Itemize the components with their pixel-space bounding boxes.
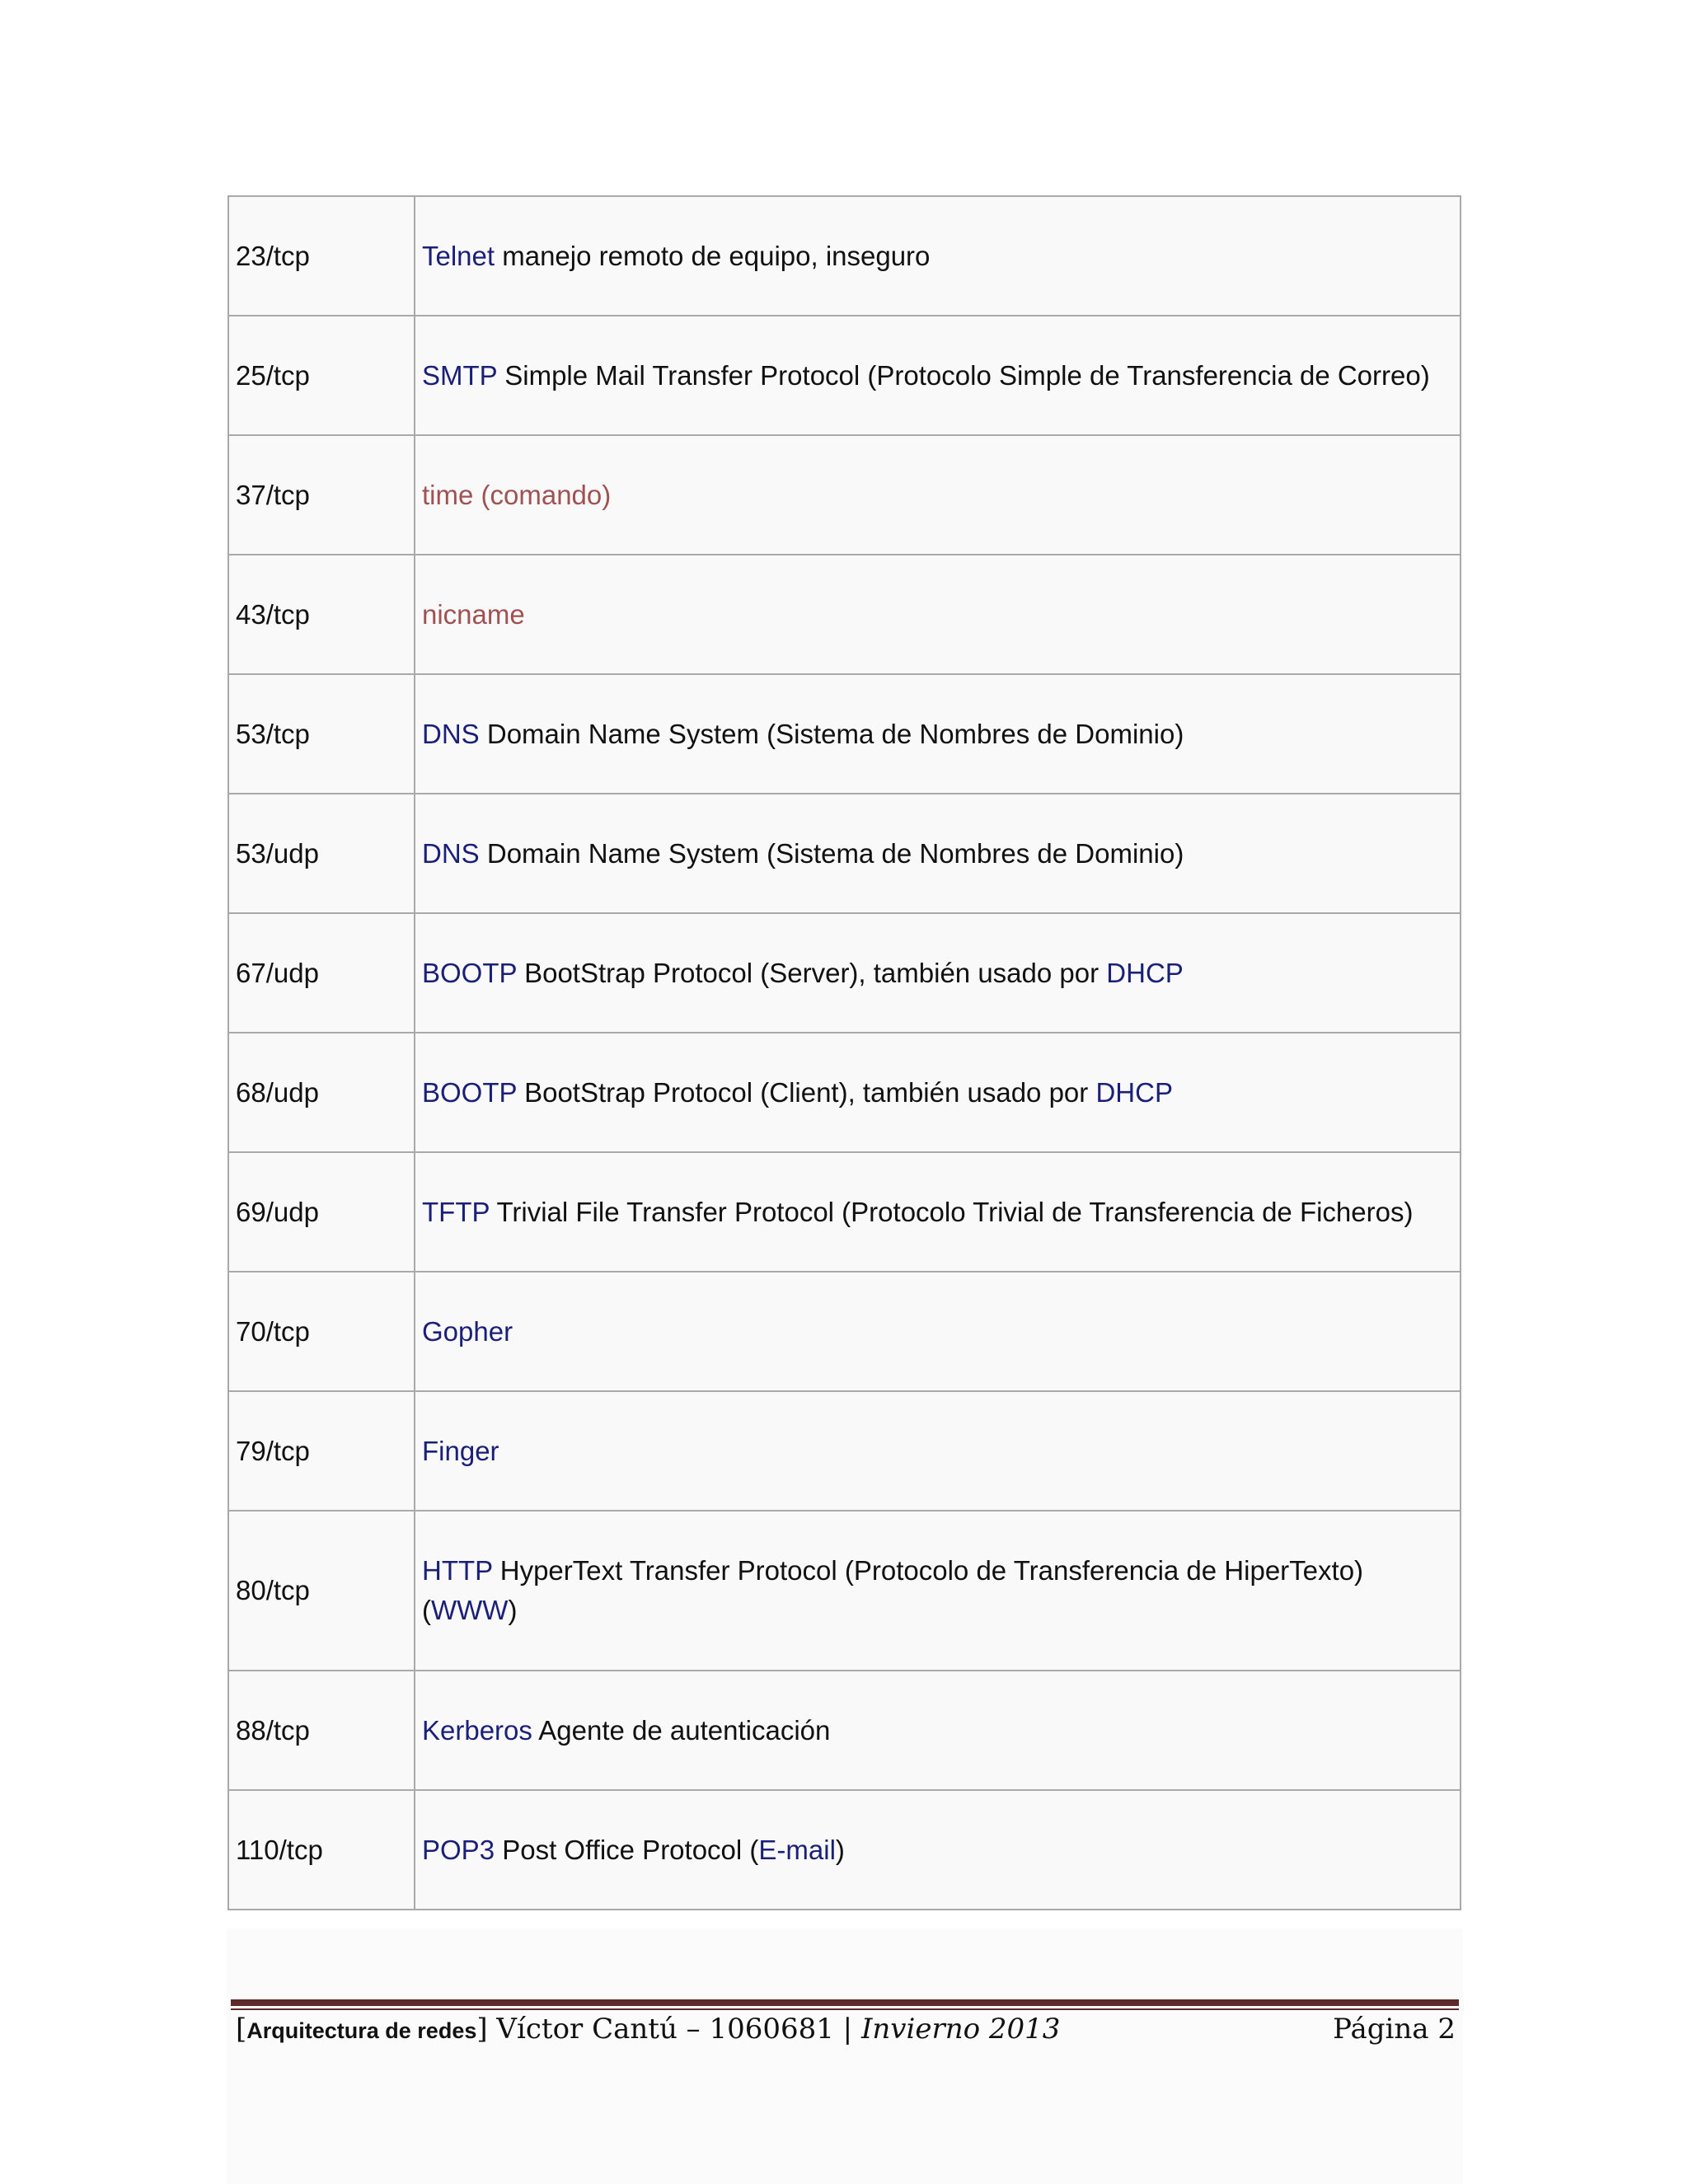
- protocol-description: Domain Name System (Sistema de Nombres de Dominio): [479, 718, 1184, 749]
- protocol-link[interactable]: time (comando): [422, 479, 612, 510]
- protocol-link[interactable]: nicname: [422, 598, 525, 630]
- table-row: [228, 1391, 1461, 1511]
- description-cell: [415, 1272, 1461, 1391]
- table-row: [228, 1790, 1461, 1910]
- page-number: Página 2: [1333, 2013, 1456, 2046]
- table-row: [228, 435, 1461, 555]
- protocol-description: BootStrap Protocol (Server), también usado por: [516, 957, 1107, 988]
- port-cell: 37/tcp: [228, 435, 415, 555]
- footer-course: Arquitectura de redes: [246, 2018, 477, 2043]
- protocol-description: manejo remoto de equipo, inseguro: [495, 240, 931, 271]
- related-link[interactable]: DHCP: [1095, 1076, 1173, 1108]
- port-cell: 67/udp: [228, 913, 415, 1033]
- port-cell: 43/tcp: [228, 555, 415, 674]
- port-cell: 23/tcp: [228, 196, 415, 316]
- protocol-description: Trivial File Transfer Protocol (Protocolo Trivial de Transferencia de Ficheros): [489, 1196, 1414, 1227]
- protocol-link[interactable]: BOOTP: [422, 957, 517, 988]
- port-cell: 53/tcp: [228, 674, 415, 794]
- port-cell: 53/udp: [228, 794, 415, 913]
- description-cell: [415, 1152, 1461, 1272]
- footer-bracket-open: [: [236, 2013, 247, 2046]
- page-lower-shade: [227, 1929, 1463, 2184]
- protocol-description: HyperText Transfer Protocol (Protocolo de Transferencia de HiperTexto) (: [422, 1555, 1364, 1625]
- description-cell: [415, 435, 1461, 555]
- related-link[interactable]: WWW: [431, 1595, 509, 1625]
- port-cell: 25/tcp: [228, 316, 415, 435]
- ports-table-body: [228, 196, 1461, 1910]
- description-cell: [415, 316, 1461, 435]
- protocol-link[interactable]: Telnet: [422, 240, 495, 271]
- description-cell: [415, 1033, 1461, 1152]
- table-row: [228, 1033, 1461, 1152]
- footer-bracket-close: ]: [476, 2013, 488, 2046]
- protocol-description: BootStrap Protocol (Client), también usado por: [516, 1076, 1096, 1108]
- footer-term: Invierno 2013: [860, 2013, 1061, 2046]
- related-link[interactable]: E-mail: [758, 1834, 836, 1865]
- protocol-link[interactable]: Kerberos: [422, 1714, 532, 1746]
- protocol-link[interactable]: POP3: [422, 1834, 495, 1865]
- related-link[interactable]: DHCP: [1106, 957, 1184, 988]
- port-cell: 70/tcp: [228, 1272, 415, 1391]
- protocol-description: Simple Mail Transfer Protocol (Protocolo Simple de Transferencia de Correo): [497, 359, 1430, 391]
- port-cell: 68/udp: [228, 1033, 415, 1152]
- table-row: [228, 196, 1461, 316]
- footer-rule-thin: [231, 2008, 1459, 2010]
- port-cell: 88/tcp: [228, 1671, 415, 1790]
- port-cell: 69/udp: [228, 1152, 415, 1272]
- protocol-link[interactable]: BOOTP: [422, 1076, 517, 1108]
- table-row: [228, 1671, 1461, 1790]
- description-cell: [415, 1511, 1461, 1671]
- description-cell: [415, 1671, 1461, 1790]
- description-cell: [415, 555, 1461, 674]
- table-row: [228, 913, 1461, 1033]
- protocol-link[interactable]: DNS: [422, 718, 480, 749]
- description-cell: [415, 1391, 1461, 1511]
- table-row: [228, 794, 1461, 913]
- footer-rule: [231, 1999, 1459, 2006]
- page-footer: [236, 2013, 1456, 2054]
- protocol-link[interactable]: Finger: [422, 1435, 499, 1466]
- port-cell: 110/tcp: [228, 1790, 415, 1910]
- port-cell: 80/tcp: [228, 1511, 415, 1671]
- ports-table: [227, 195, 1461, 1910]
- port-cell: 79/tcp: [228, 1391, 415, 1511]
- closing-paren: ): [835, 1834, 845, 1865]
- table-row: [228, 1511, 1461, 1671]
- table-row: [228, 1152, 1461, 1272]
- protocol-description: Domain Name System (Sistema de Nombres de Dominio): [479, 837, 1184, 869]
- protocol-link[interactable]: TFTP: [422, 1196, 490, 1227]
- protocol-link[interactable]: Gopher: [422, 1315, 513, 1347]
- description-cell: [415, 794, 1461, 913]
- table-row: [228, 674, 1461, 794]
- protocol-link[interactable]: SMTP: [422, 359, 498, 391]
- table-row: [228, 1272, 1461, 1391]
- table-row: [228, 316, 1461, 435]
- protocol-link[interactable]: DNS: [422, 837, 480, 869]
- protocol-description: Post Office Protocol (: [495, 1834, 759, 1865]
- description-cell: [415, 1790, 1461, 1910]
- protocol-description: Agente de autenticación: [532, 1714, 831, 1746]
- footer-author: Víctor Cantú – 1060681 |: [487, 2013, 861, 2046]
- description-cell: [415, 674, 1461, 794]
- table-row: [228, 555, 1461, 674]
- closing-paren: ): [508, 1595, 518, 1625]
- protocol-link[interactable]: HTTP: [422, 1555, 493, 1586]
- description-cell: [415, 196, 1461, 316]
- description-cell: [415, 913, 1461, 1033]
